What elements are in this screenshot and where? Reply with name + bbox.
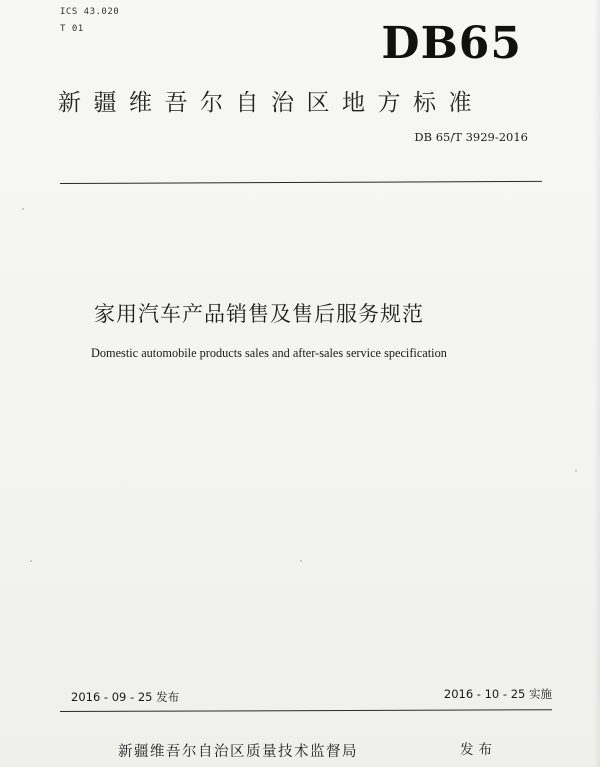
implement-date: 2016 - 10 - 25 实施 [443,687,552,701]
document-title-chinese: 家用汽车产品销售及售后服务规范 [94,302,424,326]
issuing-authority: 新疆维吾尔自治区质量技术监督局 [118,744,358,760]
scan-speck [575,470,577,472]
header-divider [60,181,542,184]
document-title-english: Domestic automobile products sales and after-sales service specification [91,346,447,360]
ics-code: ICS 43.020 [60,7,120,17]
publish-date: 2016 - 09 - 25 发布 [71,690,180,704]
scan-speck [300,560,302,562]
standard-category-title: 新疆维吾尔自治区地方标准 [58,90,484,116]
scan-edge-shadow [594,0,600,767]
scan-speck [22,208,24,210]
issue-label: 发布 [460,742,497,758]
ccs-code: T 01 [60,24,84,34]
standard-number: DB 65/T 3929-2016 [414,130,528,144]
scan-speck [30,560,32,562]
footer-divider [60,709,552,712]
db65-logo: DB65 [381,18,522,69]
